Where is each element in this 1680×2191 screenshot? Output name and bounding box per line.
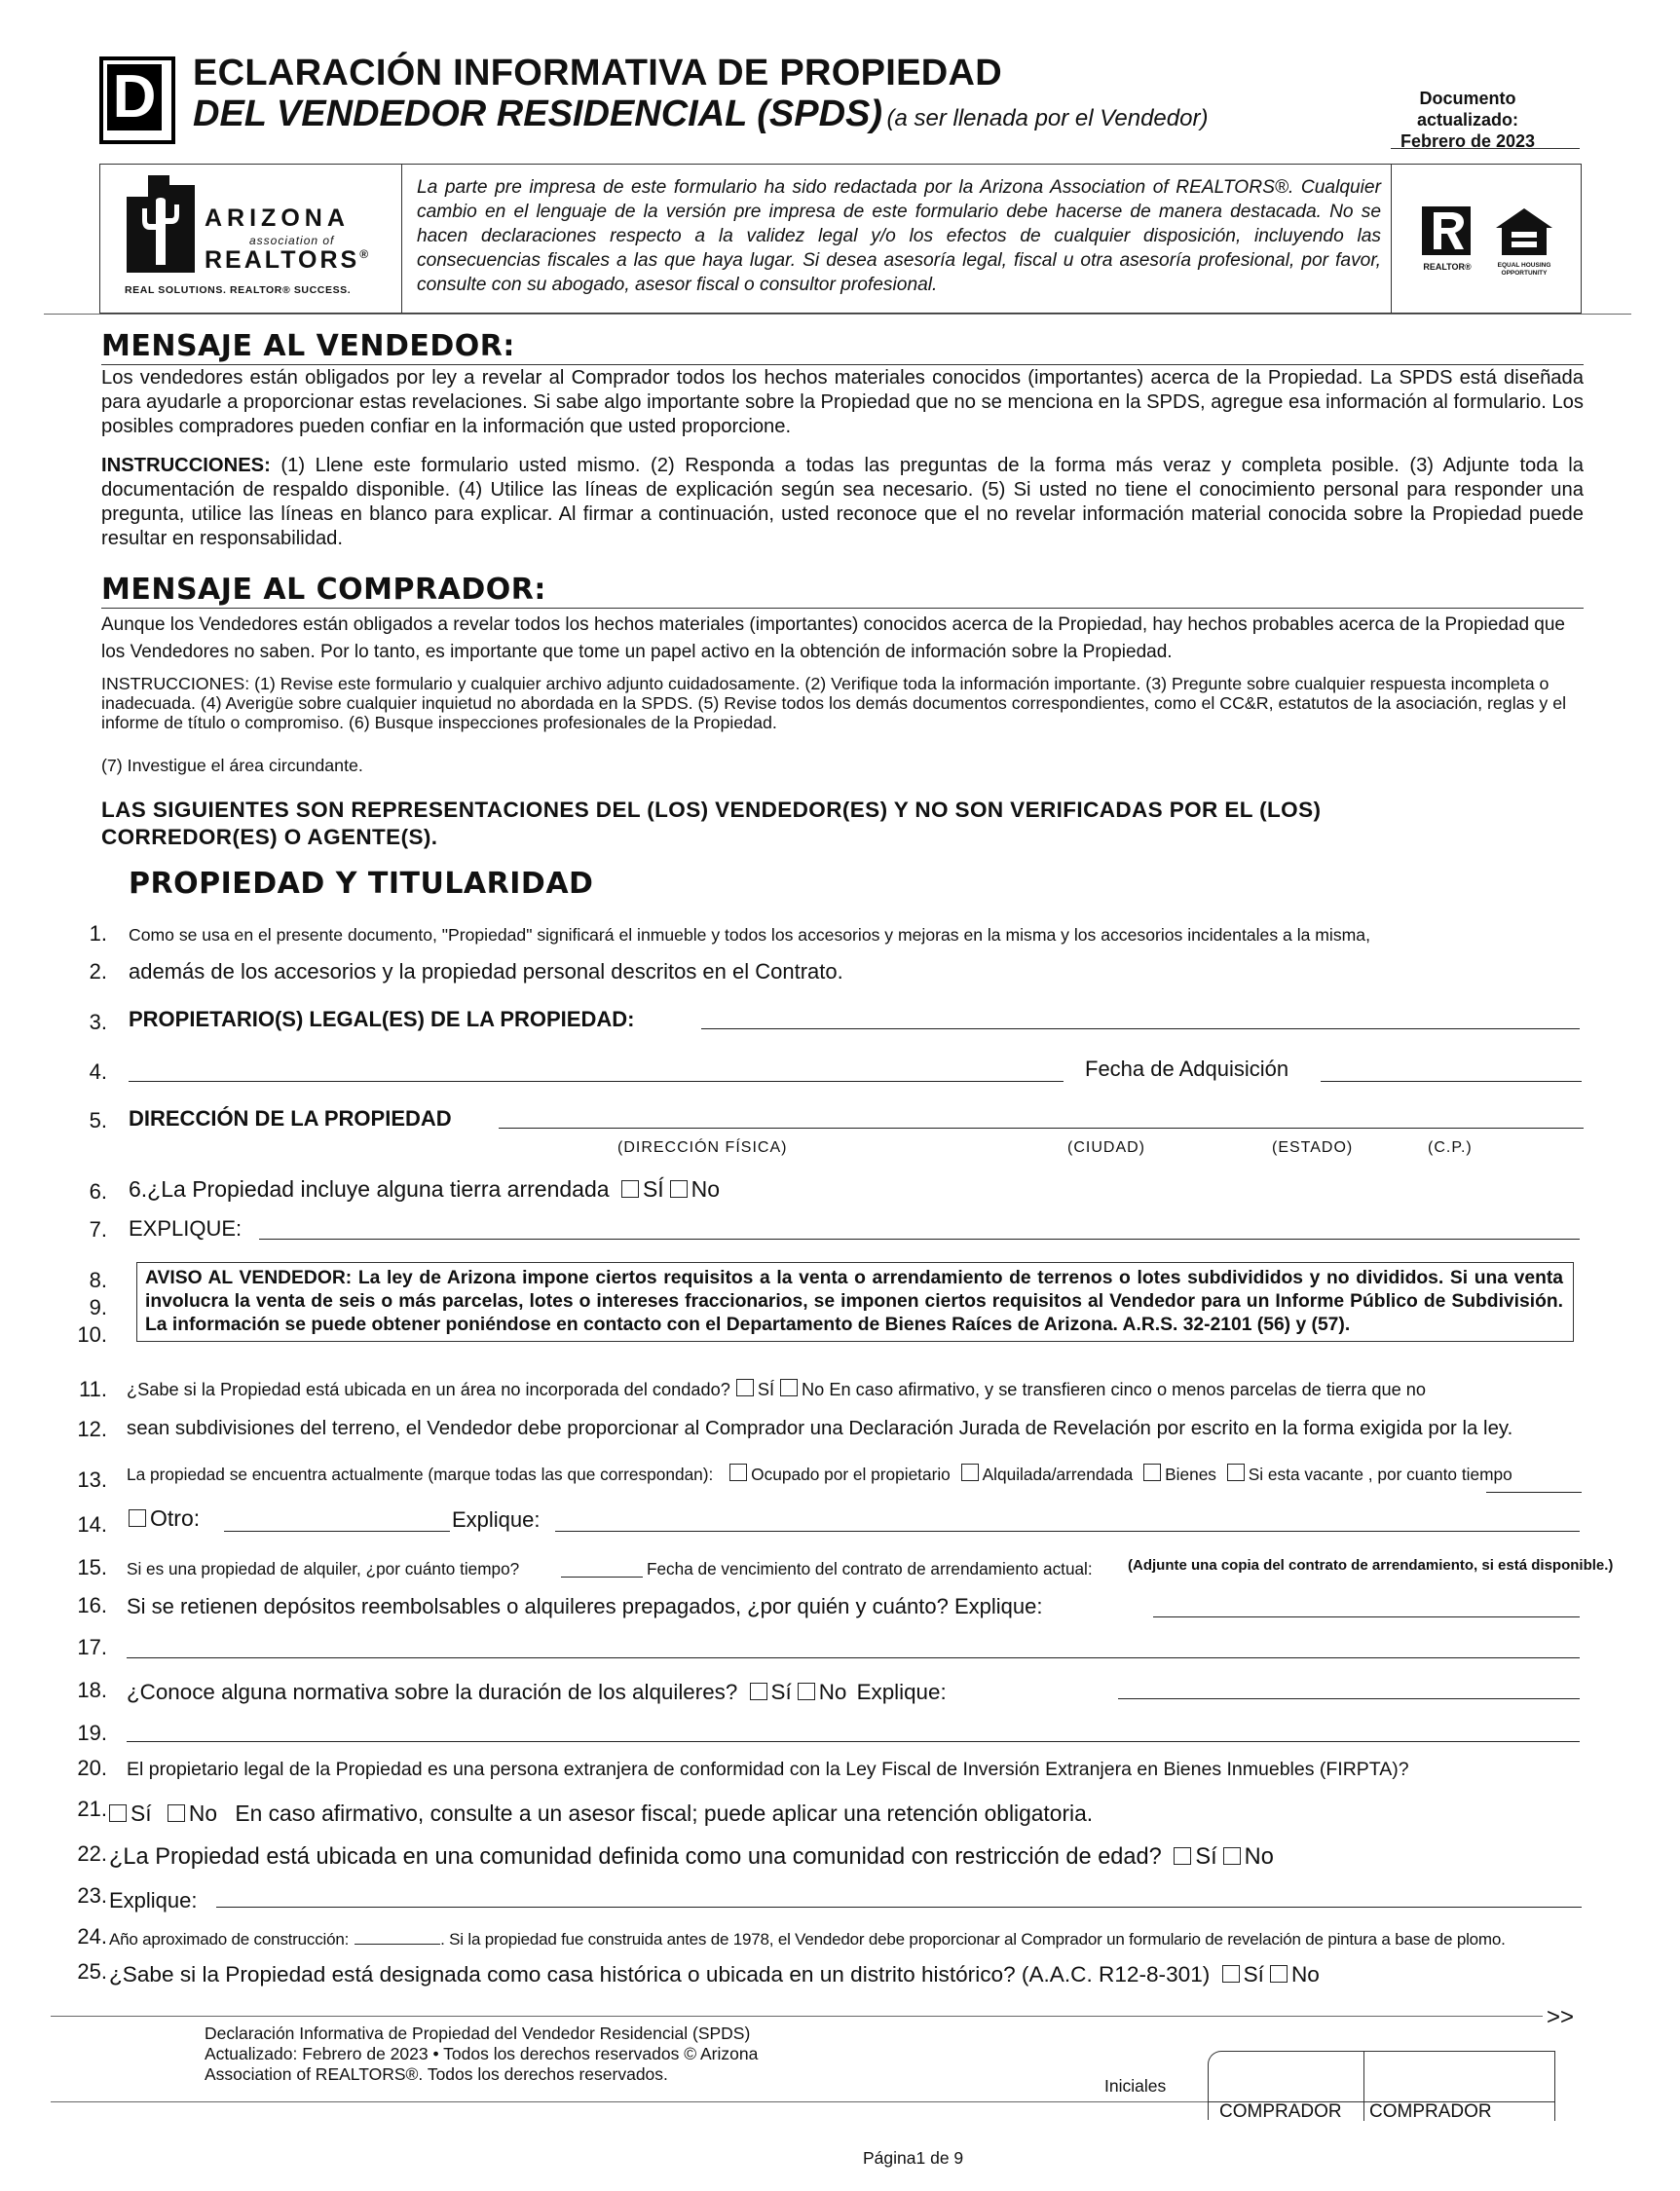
logo-tagline: REAL SOLUTIONS. REALTOR® SUCCESS.	[125, 284, 352, 296]
form-title-line1: ECLARACIÓN INFORMATIVA DE PROPIEDAD	[193, 53, 1003, 93]
form-letter-inner: D	[107, 64, 162, 130]
historic-question: ¿Sabe si la Propiedad está designada como casa histórica o ubicada en un distrito histórico? (A.A.C. R12-8-301)	[109, 1962, 1211, 1987]
realtor-badge	[1420, 204, 1476, 273]
rental-rules-explain-label: Explique:	[856, 1680, 947, 1704]
seller-heading-rule	[101, 364, 1584, 365]
firpta-no-checkbox[interactable]	[168, 1804, 185, 1822]
rental-rules-question: ¿Conoce alguna normativa sobre la duración de los alquileres?	[127, 1680, 738, 1704]
rental-duration-label: Si es una propiedad de alquiler, ¿por cuánto tiempo?	[127, 1559, 520, 1578]
footer-top-rule	[51, 2016, 1543, 2017]
line13	[127, 1464, 1512, 1485]
unincorporated-yes-checkbox[interactable]	[736, 1379, 754, 1396]
buyer-message-body: Aunque los Vendedores están obligados a revelar todos los hechos materiales (importantes) conocidos acerca de la Propiedad, hay hechos probables acerca de la Propiedad que los Vendedores no saben. Por lo tanto, es importante que tome un papel activo en la obtención de información sobre la Propiedad.	[101, 614, 1566, 662]
initials-buyer1-label: COMPRADOR	[1219, 2101, 1342, 2122]
legal-owners-label: PROPIETARIO(S) LEGAL(ES) DE LA PROPIEDAD:	[129, 1007, 635, 1031]
addr-label-city: (CIUDAD)	[1067, 1139, 1145, 1156]
line-number-22: 22.	[77, 1841, 107, 1866]
occupancy-rented-checkbox[interactable]	[961, 1464, 979, 1481]
unincorporated-no-label: No	[802, 1380, 825, 1399]
leased-land-no-checkbox[interactable]	[670, 1180, 688, 1198]
line11	[127, 1379, 1426, 1400]
line-number-4: 4.	[89, 1059, 107, 1084]
initials-buyer2-label: COMPRADOR	[1369, 2101, 1492, 2122]
addr-label-state: (ESTADO)	[1272, 1139, 1354, 1156]
buyer-heading-rule	[101, 608, 1584, 609]
line14-explain-field[interactable]	[555, 1531, 1580, 1532]
age-restricted-yes-checkbox[interactable]	[1174, 1847, 1191, 1865]
firpta-question: El propietario legal de la Propiedad es una persona extranjera de conformidad con la Ley Fiscal de Inversión Extranjera en Bienes Inmuebles (FIRPTA)?	[127, 1759, 1409, 1780]
occupancy-other-checkbox[interactable]	[129, 1509, 146, 1527]
line25	[109, 1962, 1320, 1987]
form-title-note: (a ser llenada por el Vendedor)	[886, 105, 1209, 131]
seller-instructions-label: INSTRUCCIONES:	[101, 455, 271, 476]
eho-badge-label: EQUAL HOUSING OPPORTUNITY	[1497, 262, 1551, 277]
buyer-instruction-7: (7) Investigue el área circundante.	[101, 756, 363, 775]
header-bottom-rule	[44, 314, 1631, 315]
line21	[103, 1801, 1093, 1827]
header-rule-right	[1391, 148, 1580, 149]
line14-explain-label: Explique:	[452, 1507, 541, 1532]
age-restricted-yes-label: Sí	[1195, 1844, 1217, 1870]
age-restricted-no-checkbox[interactable]	[1223, 1847, 1241, 1865]
initials-box-divider	[1363, 2051, 1364, 2121]
occupancy-vacant-duration-label: , por cuanto tiempo	[1367, 1465, 1512, 1484]
footer-line1: Declaración Informativa de Propiedad del Vendedor Residencial (SPDS)	[205, 2024, 751, 2043]
footer-doc-info	[205, 2024, 758, 2085]
construction-year-label: Año aproximado de construcción:	[109, 1930, 350, 1949]
historic-no-checkbox[interactable]	[1270, 1965, 1288, 1983]
doc-updated-line2: actualizado:	[1416, 110, 1519, 130]
addr-label-street: (DIRECCIÓN FÍSICA)	[617, 1139, 788, 1156]
line-number-23: 23.	[77, 1883, 107, 1908]
leased-land-question: 6.¿La Propiedad incluye alguna tierra arrendada	[129, 1176, 610, 1202]
line-number-20: 20.	[77, 1756, 107, 1780]
line-number-16: 16.	[77, 1593, 107, 1617]
seller-instructions	[101, 454, 1584, 551]
unincorporated-followup: En caso afirmativo, y se transfieren cinco o menos parcelas de tierra que no	[829, 1380, 1426, 1399]
line14	[123, 1505, 200, 1532]
representations-notice: LAS SIGUIENTES SON REPRESENTACIONES DEL (LOS) VENDEDOR(ES) Y NO SON VERIFICADAS POR EL (LOS) CORREDOR(ES) O AGENTE(S).	[101, 798, 1322, 849]
doc-updated	[1385, 88, 1550, 152]
realtor-badge-label: REALTOR®	[1423, 262, 1472, 272]
form-title-line2: DEL VENDEDOR RESIDENCIAL (SPDS)	[193, 93, 883, 134]
initials-box-right	[1554, 2051, 1555, 2121]
leased-land-yes-label: SÍ	[642, 1176, 664, 1202]
line12-text: sean subdivisiones del terreno, el Vendedor debe proporcionar al Comprador una Declaración Jurada de Revelación por escrito en la forma exigida por la ley.	[127, 1418, 1513, 1439]
line-number-24: 24.	[77, 1924, 107, 1949]
aar-logo	[125, 175, 388, 302]
occupancy-other-field[interactable]	[224, 1531, 450, 1532]
occupancy-owner-checkbox[interactable]	[729, 1464, 747, 1481]
deposits-explain-field[interactable]	[1153, 1616, 1580, 1617]
line-number-12: 12.	[77, 1417, 107, 1441]
header-divider-right	[1391, 164, 1392, 314]
occupancy-vacant-label: Si esta vacante	[1248, 1465, 1363, 1484]
seller-message-body: Los vendedores están obligados por ley a revelar al Comprador todos los hechos materiales conocidos (importantes) acerca de la Propiedad. La SPDS está diseñada para ayudarle a proporcionar estas revelaciones. Si sabe algo importante sobre la Propiedad que no se menciona en la SPDS, agregue esa información al formulario. Los posibles compradores pueden confiar en la información que usted proporcione.	[101, 367, 1584, 437]
deposits-question: Si se retienen depósitos reembolsables o alquileres prepagados, ¿por quién y cuánto? Explique:	[127, 1594, 1043, 1618]
firpta-yes-label: Sí	[131, 1801, 152, 1826]
occupancy-goods-label: Bienes	[1165, 1465, 1216, 1484]
unincorporated-question: ¿Sabe si la Propiedad está ubicada en un área no incorporada del condado?	[127, 1380, 730, 1399]
logo-name-top: ARIZONA	[205, 204, 350, 232]
line-number-7: 7.	[89, 1217, 107, 1242]
doc-updated-line1: Documento	[1419, 89, 1516, 108]
rental-rules-yes-checkbox[interactable]	[750, 1683, 767, 1700]
lease-expiry-label: Fecha de vencimiento del contrato de arrendamiento actual:	[647, 1559, 1093, 1578]
line-number-10: 10.	[77, 1322, 107, 1347]
firpta-advice: En caso afirmativo, consulte a un asesor fiscal; puede aplicar una retención obligatoria.	[235, 1801, 1094, 1826]
line-number-25: 25.	[77, 1959, 107, 1984]
line24	[109, 1928, 1506, 1950]
age-restricted-question: ¿La Propiedad está ubicada en una comunidad definida como una comunidad con restricción de edad?	[109, 1844, 1162, 1870]
line7-explain-field[interactable]	[259, 1239, 1580, 1240]
initials-buyer2-field[interactable]	[1365, 2053, 1552, 2101]
line23-explain-label: Explique:	[109, 1888, 198, 1912]
cactus-logo-icon	[127, 175, 195, 273]
occupancy-goods-checkbox[interactable]	[1143, 1464, 1161, 1481]
seller-notice-box: AVISO AL VENDEDOR: La ley de Arizona impone ciertos requisitos a la venta o arrendamiento de terrenos o lotes subdivididos y no divididos. Si una venta involucra la venta de seis o más parcelas, lotes o intereses fraccionarios, se imponen ciertos requisitos al Vendedor para un Informe Público de Subdivisión. La información se puede obtener poniéndose en contacto con el Departamento de Bienes Raíces de Arizona. A.R.S. 32-2101 (56) y (57).	[136, 1262, 1574, 1342]
line-number-8: 8.	[89, 1268, 107, 1292]
property-address-field[interactable]	[499, 1128, 1584, 1129]
rental-rules-yes-label: Sí	[770, 1680, 792, 1704]
next-page-arrow[interactable]: >>	[1547, 2004, 1575, 2030]
historic-yes-label: Sí	[1243, 1962, 1264, 1987]
disclaimer-text: La parte pre impresa de este formulario ha sido redactada por la Arizona Association of REALTORS®. Cualquier cambio en el lenguaje de la versión pre impresa de este formulario debe hacerse de manera destacada. No se hacen declaraciones respecto a la validez legal y/o los efectos de cualquier disposición, incluyendo las consecuencias fiscales a las que haya lugar. Si desea asesoría legal, fiscal u otra asesoría profesional, por favor, consulte con su abogado, asesor fiscal o consultor profesional.	[417, 177, 1381, 295]
occupancy-other-label: Otro:	[150, 1505, 201, 1531]
logo-name-bottom-text: REALTORS	[205, 246, 360, 274]
form-title-line2-wrap	[193, 93, 1208, 135]
acquisition-date-label: Fecha de Adquisición	[1085, 1057, 1289, 1081]
page-number: Página1 de 9	[863, 2148, 964, 2168]
construction-year-field[interactable]	[355, 1928, 440, 1945]
logo-name-bottom: REALTORS®	[205, 246, 372, 274]
line7-explain-label: EXPLIQUE:	[129, 1216, 243, 1241]
line-number-1: 1.	[89, 921, 107, 946]
property-address-label: DIRECCIÓN DE LA PROPIEDAD	[129, 1106, 452, 1131]
line23-explain-field[interactable]	[216, 1907, 1582, 1908]
occupancy-vacant-checkbox[interactable]	[1227, 1464, 1245, 1481]
footer-line3: Association of REALTORS®. Todos los derechos reservados.	[205, 2064, 668, 2084]
unincorporated-yes-label: SÍ	[757, 1380, 775, 1399]
rental-duration-field[interactable]	[561, 1577, 643, 1578]
eho-badge	[1492, 206, 1562, 275]
line-number-13: 13.	[77, 1467, 107, 1492]
line-number-3: 3.	[89, 1010, 107, 1034]
logo-name-mid: association of	[249, 234, 335, 247]
line-number-5: 5.	[89, 1108, 107, 1133]
vacant-duration-field[interactable]	[1486, 1492, 1582, 1493]
line17-field[interactable]	[127, 1657, 1580, 1658]
occupancy-rented-label: Alquilada/arrendada	[982, 1465, 1134, 1484]
line-number-15: 15.	[77, 1555, 107, 1579]
line19-field[interactable]	[127, 1741, 1580, 1742]
line-number-6: 6.	[89, 1179, 107, 1204]
rental-rules-no-label: No	[818, 1680, 847, 1704]
line2-text: además de los accesorios y la propiedad personal descritos en el Contrato.	[129, 959, 843, 984]
line-number-9: 9.	[89, 1295, 107, 1319]
lead-paint-note: . Si la propiedad fue construida antes de 1978, el Vendedor debe proporcionar al Comprador un formulario de revelación de pintura a base de plomo.	[440, 1930, 1506, 1949]
legal-owners-field-2[interactable]	[129, 1081, 1064, 1082]
legal-owners-field[interactable]	[701, 1028, 1580, 1029]
section-title: PROPIEDAD Y TITULARIDAD	[129, 867, 594, 901]
doc-updated-line3: Febrero de 2023	[1400, 131, 1536, 151]
seller-message-heading: MENSAJE AL VENDEDOR:	[101, 329, 515, 363]
line-number-2: 2.	[89, 959, 107, 984]
line-number-17: 17.	[77, 1635, 107, 1659]
historic-no-label: No	[1290, 1962, 1320, 1987]
buyer-message-heading: MENSAJE AL COMPRADOR:	[101, 573, 546, 607]
addr-label-zip: (C.P.)	[1428, 1139, 1473, 1156]
line-number-18: 18.	[77, 1678, 107, 1702]
acquisition-date-field[interactable]	[1321, 1081, 1582, 1082]
footer-bottom-rule	[51, 2101, 1212, 2102]
line-number-21: 21.	[77, 1797, 107, 1821]
realtor-r-icon	[1420, 204, 1473, 257]
lease-copy-note: (Adjunte una copia del contrato de arrendamiento, si está disponible.)	[1128, 1557, 1614, 1574]
line-number-14: 14.	[77, 1512, 107, 1537]
footer-line2: Actualizado: Febrero de 2023 • Todos los derechos reservados © Arizona	[205, 2044, 759, 2063]
historic-yes-checkbox[interactable]	[1222, 1965, 1240, 1983]
line22	[109, 1844, 1274, 1871]
unincorporated-no-checkbox[interactable]	[780, 1379, 798, 1396]
header-divider-left	[401, 164, 402, 314]
rental-rules-no-checkbox[interactable]	[798, 1683, 815, 1700]
firpta-yes-checkbox[interactable]	[109, 1804, 127, 1822]
initials-label: Iniciales	[1104, 2076, 1167, 2096]
age-restricted-no-label: No	[1244, 1844, 1274, 1870]
firpta-no-label: No	[188, 1801, 218, 1826]
line-number-11: 11.	[79, 1377, 107, 1401]
line18	[127, 1680, 947, 1705]
seller-instructions-text: (1) Llene este formulario usted mismo. (2) Responda a todas las preguntas de la forma más veraz y completa posible. (3) Adjunte toda la documentación de respaldo disponible. (4) Utilice las líneas de explicación según sea necesario. (5) Si usted no tiene el conocimiento personal para responder una pregunta, utilice las líneas en blanco para explicar. Al firmar a continuación, usted reconoce que el no revelar información material conocida sobre la Propiedad puede resultar en responsabilidad.	[101, 455, 1584, 549]
initials-buyer1-field[interactable]	[1210, 2053, 1362, 2101]
occupancy-owner-label: Ocupado por el propietario	[751, 1465, 951, 1484]
buyer-instructions: INSTRUCCIONES: (1) Revise este formulario y cualquier archivo adjunto cuidadosamente. (2) Verifique toda la información importante. (3) Pregunte sobre cualquier respuesta incompleta o inadecuada. (4) Averigüe sobre cualquier inquietud no abordada en la SPDS. (5) Revise todos los demás documentos correspondientes, como el CC&R, estatutos de la asociación, reglas y el informe de título o compromiso. (6) Busque inspecciones profesionales de la Propiedad.	[101, 674, 1567, 732]
equal-housing-icon	[1492, 206, 1556, 257]
line6	[129, 1176, 720, 1203]
line1-text: Como se usa en el presente documento, "Propiedad" significará el inmueble y todos los accesorios y mejoras en la misma y los accesorios incidentales a la misma,	[129, 925, 1370, 945]
leased-land-no-label: No	[691, 1176, 721, 1202]
leased-land-yes-checkbox[interactable]	[621, 1180, 639, 1198]
occupancy-question: La propiedad se encuentra actualmente (marque todas las que correspondan):	[127, 1465, 714, 1484]
line-number-19: 19.	[77, 1721, 107, 1745]
rental-rules-explain-field[interactable]	[1118, 1698, 1580, 1699]
